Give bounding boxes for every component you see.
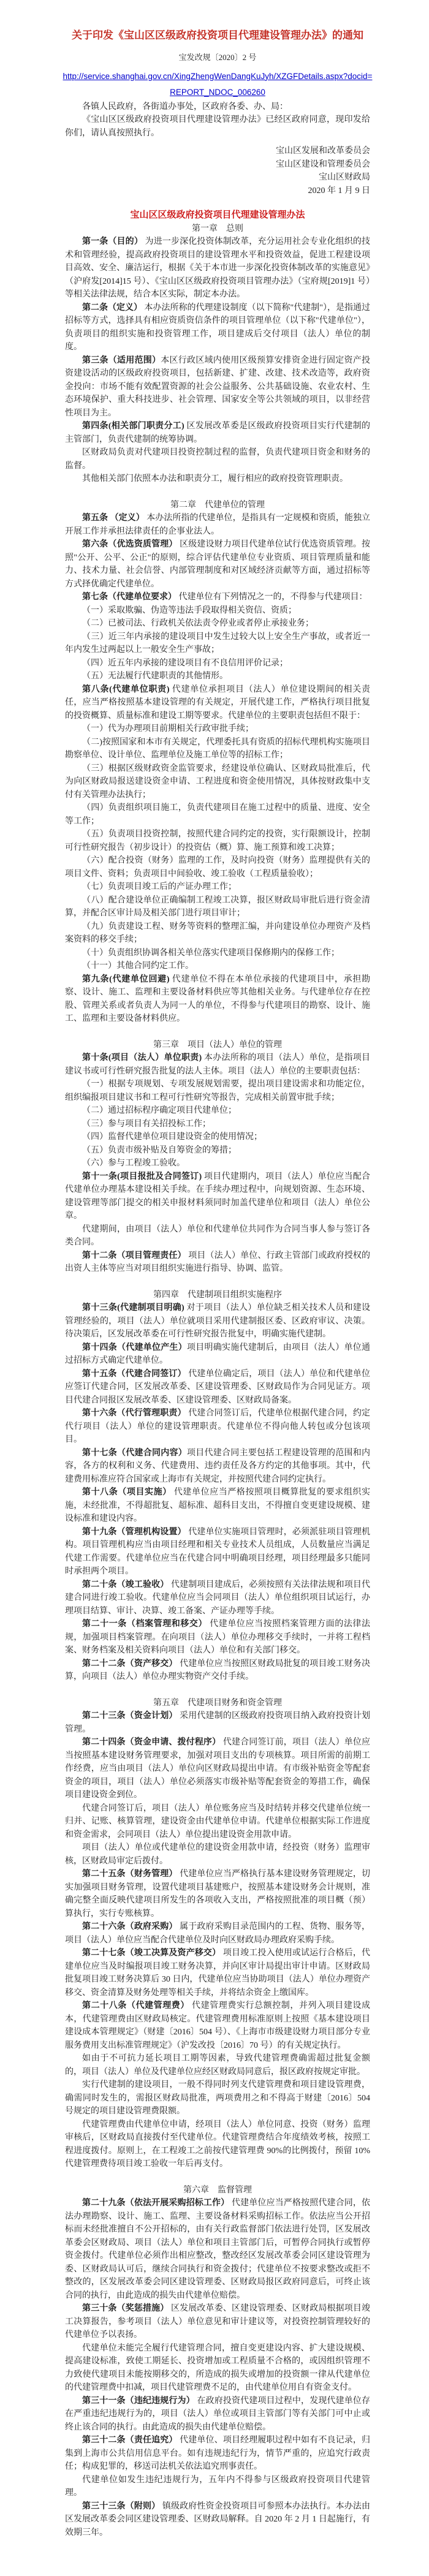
- article-paragraph: 代建合同签订后，项目（法人）单位账务应当及时结转并移交代建单位统一归并、记账、核算管理，建设资金由代建单位申请。代建单位根据实际工作进度和资金需求，会同项目（法人）单位提出建设资金用款申请。: [65, 1803, 370, 1839]
- article-paragraph: （三）根据区级财政资金监管要求，经建设单位确认、区财政局批准后，代为向区财政局报送建设资金申请、工程进度和资金使用情况，具体按财政集中支付有关管理办法执行；: [65, 763, 370, 800]
- article-paragraph: 第三十一条（违纪违规行为） 在政府投资代建项目过程中，发现代建单位存在严重违纪违规行为的，项目（法人）单位或项目主管部门等有关部门可中止或终止该合同的执行。由此造成的损失由代建单位赔偿。: [65, 2396, 371, 2432]
- article-paragraph: 第三条（适用范围）本区行政区域内使用区级预算安排资金进行固定资产投资建设活动的区级政府投资项目，包括新建、扩建、改建、技术改造等，政府资金投向：市场不能有效配置资源的社会公益服务、公共基础设施、农业农村、生态环境保护、重大科技进步、社会管理、国家安全等公共领域的项目，以非经营性项目为主。: [65, 355, 370, 418]
- article-lead: 第二十七条（竣工决算及资产移交）: [82, 1949, 221, 1958]
- article-paragraph: 代建期间，由项目（法人）单位和代建单位共同作为合同当事人参与签订各类合同。: [65, 1224, 370, 1247]
- article-lead: 第二十五条（财务管理）: [82, 1869, 178, 1879]
- article-paragraph: 第十一条(项目报批及合同签订) 项目代建期内，项目（法人）单位应当配合代建单位办理基本建设相关手续。在手续办理过程中，向规划资源、生态环境、建设管理等部门提交的相关申报材料须同时加盖代建单位和项目（法人）单位公章。: [65, 1172, 370, 1221]
- chapter-heading: 第三章 项目（法人）单位的管理: [153, 1040, 282, 1050]
- signature-lines: [65, 145, 370, 184]
- article-paragraph: （八）配合建设单位正确编制工程竣工决算，报区财政局审批后进行资金清算，并配合区审计局及相关部门进行项目审计；: [65, 895, 370, 918]
- salutation: 各镇人民政府，各街道办事处，区政府各委、办、局：: [82, 102, 288, 112]
- article-paragraph: 第十九条（管理机构设置） 代建单位实施项目管理时，必须派驻项目管理机构。项目管理机构应当由项目经理和相关专业技术人员组成，人员数量应当满足代建工作需要。代建单位应当在代建合同中明确项目经理，项目经理最多只能同时承担两个项目。: [65, 1527, 371, 1576]
- article-paragraph: 第三十条（奖惩措施） 区发展改革委、区建设管理委、区财政局根据项目竣工决算报告，参考项目（法人）单位意见和审计建议等，对投资控制管理较好的代建单位予以表扬。: [65, 2304, 371, 2339]
- article-lead: 第二十九条（依法开展采购招标工作）: [82, 2199, 230, 2208]
- article-paragraph: 第十二条（项目管理责任） 项目（法人）单位、行政主管部门或政府授权的出资人主体等应当对项目组织实施进行指导、协调、监管。: [65, 1251, 371, 1273]
- chapter-heading: 第五章 代建项目财务和资金管理: [153, 1698, 282, 1708]
- article-lead: 第四条(相关部门职责分工): [82, 422, 184, 431]
- article-paragraph: （三）近三年内承接的建设项目中发生过较大以上安全生产事故，或者近一年内发生过两起以上一般安全生产事故；: [65, 632, 370, 654]
- article-lead: 第十八条（项目实施）: [82, 1488, 172, 1497]
- article-lead: 第十三条(代建制项目明确): [82, 1303, 184, 1313]
- article-paragraph: 第三十二条（责任追究） 代建单位、项目经理履职过程中如有不良记录，归集到上海市公共信用信息平台。如有违规违纪行为，情节严重的，应追究行政责任；构成犯罪的，移送司法机关依法追究刑事责任。: [65, 2436, 370, 2471]
- article-paragraph: （四）监督代建单位项目建设资金的使用情况；: [82, 1132, 262, 1142]
- article-paragraph: 第二十九条（依法开展采购招标工作） 代建单位应当严格按照代建合同，依法办理勘察、设计、施工、监理、主要设备材料采购招标工作。依法应当公开招标而未经批准擅自不公开招标的，由有关行政监督部门依法进行处罚，区发展改革委会区财政局、项目（法人）单位和项目主管部门后，可暂停合同执行或暂停资金拨付。代建单位必须作出相应整改，整改经区发展改革委会同区建设管理为委、区财政局认可后，继续合同执行和资金拨付；代建单位不按要求整改或拒不整改的，区发展改革委会同区建设管理委、区财政局报区政府同意后，可终止该合同的执行，由此造成的损失由代建单位赔偿。: [65, 2199, 371, 2300]
- article-paragraph: 第二十四条（资金申请、拨付程序） 代建合同签订前，项目（法人）单位应当按照基本建设财务管理要求，加强对项目支出的专项核算。项目所需的前期工作经费，应当由项目（法人）单位向区财政局提出申请。有市级补贴资金等配套资金的项目，项目（法人）单位必须落实市级补贴等配套资金的筹措工作，确保项目建设资金到位。: [65, 1738, 371, 1800]
- article-paragraph: 第十四条（代建单位产生）项目明确实施代建制后，由项目（法人）单位通过招标方式确定代建单位。: [65, 1343, 370, 1365]
- article-lead: 第二十三条（资金计划）: [82, 1711, 178, 1721]
- article-lead: 第十条(项目（法人）单位职责): [82, 1053, 202, 1063]
- article-lead: 第三条（适用范围）: [82, 355, 161, 365]
- article-paragraph: 第十七条（代建合同内容）项目代建合同主要包括工程建设管理的范围和内容，各方的权利和义务、代建费用、违约责任及各方约定的其他事项。其中，代建费用标准应符合国家或上海市有关规定，并按照代建合同约定执行。: [65, 1448, 370, 1484]
- article-lead: 第二十六条（政府采购）: [82, 1922, 178, 1931]
- article-lead: 第七条（代建单位要求）: [82, 593, 177, 602]
- article-paragraph: （二）通过招标程序确定项目代建单位；: [82, 1106, 237, 1115]
- doc-number: 宝发改规〔2020〕2 号: [178, 53, 257, 62]
- article-paragraph: （二)按照国家和本市有关规定，代理委托具有资质的招标代理机构实施项目勘察单位、设计单位、监理单位及施工单位等的招标工作；: [65, 737, 370, 760]
- chapter-heading: 第二章 代建单位的管理: [170, 500, 265, 510]
- article-lead: 第八条(代建单位职责): [82, 684, 170, 694]
- article-paragraph: 第四条(相关部门职责分工) 区发展改革委是区级政府投资项目实行代建制的主管部门，负责代建制的统筹协调。: [65, 422, 371, 444]
- article-lead: 第六条（优选资质管理）: [82, 540, 178, 549]
- article-paragraph: 第十八条（项目实施） 代建单位应当严格按照项目概算批复的要求组织实施，未经批准，不得超批复、超标准、超科目支出，不得擅自变更建设规模、建设标准和建设内容。: [65, 1488, 370, 1523]
- article-paragraph: 代建单位未能完全履行代建管理合同，擅自变更建设内容、扩大建设规模、提高建设标准，致使工期延长、投资增加或工程质量不合格的，或因组织管理不力致使代建项目未能按期移交的，所造成的损失或增加的投资额一律从代建单位的代建管理费中扣减，项目代建管理费不足的，由代建单位用自有资金支付。: [65, 2343, 370, 2392]
- article-paragraph: （一）采取欺骗、伪造等违法手段取得相关资信、资质；: [82, 605, 297, 615]
- article-paragraph: （一）代为办理项目前期相关行政审批手续；: [82, 724, 254, 733]
- article-lead: 第十七条（代建合同内容）: [82, 1448, 187, 1458]
- article-paragraph: （五）无法履行代建职责的其他情形。: [82, 672, 228, 681]
- article-paragraph: 第二十一条（档案管理和移交） 代建单位应当按照档案管理方面的法律法规，加强项目档案管理。在向项目（法人）单位办理移交手续时，一并将工程档案、财务档案及相关资料向项目（法人）单位和有关部门移交。: [65, 1619, 370, 1655]
- chapter-heading: 第六章 监督管理: [183, 2185, 252, 2195]
- article-paragraph: 第二十五条（财务管理） 代建单位应当严格执行基本建设财务管理规定，切实加强项目财务管理，设置代建项目基建账户，按照基本建设财务会计规则，准确完整全面反映代建项目所发生的各项收入支出，严格按照批准的项目概（预）算执行，实行专账核算。: [65, 1869, 370, 1919]
- article-paragraph: 第二十八条（代建管理费） 代建管理费实行总额控制，并列入项目建设成本，代建管理费由区财政局核定。代建管理费用标准原则上按照《基本建设项目建设成本管理规定》（财建〔2016〕504 号）、《上海市市级建设财力项目部分专业服务费用支出标准管理规定》（沪发改投〔2016〕70 号）的有关规定执行。: [65, 2001, 370, 2050]
- article-paragraph: 项目（法人）单位或代建单位的建设资金用款申请，经投资（财务）监理审核，区财政局审定后拨付。: [65, 1843, 370, 1866]
- signature-line: 宝山区财政局: [319, 173, 370, 182]
- article-paragraph: 实行代建制的建设项目，一般不得同时列支代建管理费和项目建设管理费，确需同时发生的，需报区财政局批准，两项费用之和不得高于财建〔2016〕504 号规定的项目建设管理费限额。: [65, 2080, 370, 2116]
- article-lead: 第三十三条（附则）: [82, 2501, 161, 2511]
- article-paragraph: 第二十条（竣工验收） 代建制项目建成后，必须按照有关法律法规和项目代建合同进行竣工验收。代建单位应当会同项目（法人）单位组织项目试运行，办理项目结算、审计、决算、竣工备案、产证办理等手续。: [65, 1580, 371, 1616]
- article-lead: 第九条(代建单位回避): [82, 974, 170, 984]
- article-lead: 第二十四条（资金申请、拨付程序）: [82, 1738, 221, 1747]
- article-paragraph: 代建单位如发生违纪违规行为，五年内不得参与区级政府投资项目代建管理。: [65, 2475, 370, 2498]
- article-paragraph: （六）参与工程竣工验收。: [82, 1159, 185, 1168]
- intro-paragraph: 《宝山区区级政府投资项目代理建设管理办法》已经区政府同意，现印发给你们，请认真按照执行。: [65, 115, 370, 138]
- article-lead: 第三十二条（责任追究）: [82, 2436, 178, 2445]
- article-paragraph: （三）参与项目有关招投标工作；: [82, 1119, 211, 1129]
- article-paragraph: （六）配合投资（财务）监理的工作，及时向投资（财务）监理提供有关的项目文件、资料；负责项目中间验收、竣工验收（工程质量验收）；: [65, 856, 370, 879]
- article-lead: 第十一条(项目报批及合同签订): [82, 1172, 202, 1181]
- article-lead: 第十六条（代行管理职责）: [82, 1409, 186, 1418]
- article-lead: 第三十条（奖惩措施）: [82, 2304, 169, 2313]
- article-lead: 第二十一条（档案管理和移交）: [82, 1619, 208, 1629]
- article-paragraph: 如由于不可抗力延长项目工期等因素，导致代建管理费确需超过批复金额的，项目（法人）单位及代建单位应经区财政局同意后，报区政府按规定审批。: [65, 2054, 370, 2077]
- article-lead: 第一条（目的）: [82, 237, 143, 246]
- article-lead: 第二十条（竣工验收）: [82, 1580, 169, 1589]
- signature-line: 宝山区发展和改革委员会: [276, 146, 370, 156]
- article-lead: 第十四条（代建单位产生）: [82, 1343, 187, 1352]
- article-paragraph: （七）负责项目竣工后的产证办理工作；: [82, 882, 237, 892]
- article-lead: 第十九条（管理机构设置）: [82, 1527, 186, 1537]
- article-paragraph: 第二十七条（竣工决算及资产移交） 项目竣工投入使用或试运行合格后，代建单位应当及时编报项目竣工财务决算，并向区审计局提出审计申请。区财政局批复项目竣工财务决算后 30 日内，代建单位应当协助项目（法人）单位办理资产移交、资金清算及财务处理等相关手续，并将结余资金上缴国库。: [65, 1949, 371, 1998]
- article-paragraph: 第十条(项目（法人）单位职责) 本办法所称的项目（法人）单位，是指项目建议书或可行性研究报告批复的法人主体。项目（法人）单位的主要职责包括：: [65, 1053, 370, 1076]
- article-paragraph: 第六条（优选资质管理） 区级建设财力项目代建单位试行优选资质管理。按照"公开、公平、公正"的原则，综合评估代建单位专业资质、项目管理质量和能力、技术力量、社会信誉、内部管理制度和对区域经济贡献等方面，通过招标等方式择优确定代建单位。: [65, 540, 370, 589]
- article-paragraph: 第十三条(代建制项目明确) 对于项目（法人）单位缺乏相关技术人员和建设管理经验的，项目（法人）单位就项目采用代建制报区委、区政府审议、决策。待决策后，区发展改革委在可行性研究报告批复中，明确实施代建制。: [65, 1303, 371, 1339]
- article-lead: 第五条 （定义）: [82, 513, 145, 523]
- article-paragraph: 第七条（代建单位要求） 代建单位有下列情况之一的，不得参与代建项目：: [82, 593, 368, 602]
- article-paragraph: 第二十三条（资金计划） 采用代建制的区级政府投资项目纳入政府投资计划管理。: [65, 1711, 370, 1734]
- article-paragraph: 第九条(代建单位回避) 代建单位不得在本单位承接的代建项目中，承担勘察、设计、施工、监理和主要设备材料供应等其他相关业务。与代建单位存在控股、管理关系或者负责人为同一人的单位，不得参与代建项目的勘察、设计、施工、监理和主要设备材料供应。: [65, 974, 371, 1023]
- article-paragraph: 第二条（定义） 本办法所称的代理建设制度（以下简称"代建制"），是指通过招标等方式，选择具有相应资质资信条件的项目管理单位（以下称"代建单位"），负责项目的组织实施和投资管理工作，项目建成后交付项目（法人）单位的制度。: [65, 303, 370, 352]
- article-lead: 第十五条（代建合同签订）: [82, 1369, 186, 1379]
- article-paragraph: 第二十六条（政府采购） 属于政府采购目录范围内的工程、货物、服务等，项目（法人）单位应当配合代建单位及时向区财政局办理政府采购手续。: [65, 1922, 370, 1945]
- article-paragraph: （一）根据专项规划、专项发展规划需要，提出项目建设需求和功能定位，组织编报项目建议书和工程可行性研究等报告，完成相关前置审批手续；: [65, 1080, 370, 1102]
- article-lead: 第二十二条（资产移交）: [82, 1659, 178, 1669]
- article-lead: 第二条（定义）: [82, 303, 143, 313]
- article-lead: 第二十八条（代建管理费）: [82, 2001, 189, 2010]
- article-paragraph: 其他相关部门依照本办法和职责分工，履行相应的政府投资管理职责。: [82, 474, 348, 483]
- article-lead: 第三十一条（违纪违规行为）: [82, 2396, 195, 2406]
- article-paragraph: 第十五条（代建合同签订） 代建单位确定后，项目（法人）单位和代建单位应签订代建合同，区发展改革委、区建设管理委、区财政局作为合同见证方。项目代建合同报区发展改革委、区建设管理委、区财政局备案。: [65, 1369, 371, 1405]
- article-paragraph: （四）负责组织项目施工，负责代建项目在施工过程中的质量、进度、安全等工作；: [65, 803, 370, 826]
- chapter-heading: 第四章 代建制项目组织实施程序: [153, 1290, 282, 1300]
- issue-date: 2020 年 1 月 9 日: [308, 186, 370, 195]
- source-link[interactable]: http://service.shanghai.gov.cn/XingZhengWenDangKuJyh/XZGFDetails.aspx?docid=REPORT_NDOC_006260: [63, 71, 373, 97]
- article-paragraph: 第八条(代建单位职责) 代建单位承担项目（法人）单位建设期间的相关责任，应当严格按照基本建设管理的有关规定，开展代建工作，严格执行项目批复的投资概算、质量标准和建设工期等要求。代建单位的主要职责包括但不限于：: [65, 684, 371, 721]
- chapters: [65, 222, 370, 2540]
- article-paragraph: （五）负责项目投资控制，按照代建合同约定的投资，实行限额设计，控制可行性研究报告（初步设计）的投资估（概）算、施工预算和竣工决算；: [65, 830, 370, 852]
- regulation-title: 宝山区区级政府投资项目代理建设管理办法: [130, 210, 305, 220]
- article-paragraph: （十）负责组织协调各相关单位落实代建项目保修期内的保修工作；: [82, 948, 340, 958]
- article-paragraph: （四）近五年内承接的建设项目有不良信用评价记录；: [82, 658, 288, 668]
- article-lead: 第十二条（项目管理责任）: [82, 1251, 186, 1260]
- article-paragraph: 第三十三条（附则） 镇级政府性资金投资项目可参照本办法执行。本办法由区发展改革委会同区建设管理委、区财政局解释。自 2020 年 2 月 1 日起施行，有效期三年。: [65, 2501, 371, 2537]
- article-paragraph: 代建管理费由代建单位申请，经项目（法人）单位同意、投资（财务）监理审核后，区财政局直接拨付至代建单位。代建管理费结合年度绩效考核，按照工程进度拨付。原则上，在工程竣工之前按代建管理费 90%的比例拨付，预留 10%代建管理费待项目竣工验收一年后再支付。: [65, 2120, 370, 2169]
- article-paragraph: 第二十二条（资产移交） 代建单位应当按照区财政局批复的项目竣工财务决算，向项目（法人）单位办理实物资产交付手续。: [65, 1659, 370, 1681]
- article-paragraph: 第五条 （定义） 本办法所指的代建单位，是指具有一定规模和资质，能独立开展工作并承担法律责任的企事业法人。: [65, 513, 371, 536]
- chapter-heading: 第一章 总则: [192, 224, 243, 233]
- article-paragraph: （十一）其他合同约定工作。: [82, 961, 194, 971]
- article-paragraph: （九）负责建设工程、财务等资料的整理汇编，并向建设单位办理资产及档案资料的移交手续；: [65, 922, 370, 944]
- notice-title: 关于印发《宝山区区级政府投资项目代理建设管理办法》的通知: [72, 29, 363, 41]
- article-paragraph: 第一条（目的） 为进一步深化投资体制改革，充分运用社会专业化组织的技术和管理经验，提高政府投资项目的建设管理水平和投资效益，促进工程建设项目高效、安全、廉洁运行，根据《关于本市进一步深化投资体制改革的实施意见》（沪府发[2014]15 号）、《宝山区区级政府投资项目管理办法》（宝府规[2019]1 号）等相关法律法规，结合本区实际，制定本办法。: [65, 237, 371, 299]
- signature-line: 宝山区建设和管理委员会: [276, 159, 370, 169]
- article-paragraph: 第十六条（代行管理职责） 代建合同签订后，代建单位根据代建合同，约定代行项目（法人）单位的建设管理职责。代建单位不得向他人转包或分包该项目。: [65, 1409, 371, 1444]
- article-paragraph: （二）已被司法、行政机关依法责令停业或者停止承接业务；: [82, 619, 314, 628]
- signature-block: [65, 145, 370, 197]
- article-paragraph: 区财政局负责对代建项目投资控制过程的监督，负责代建项目资金和财务的监督。: [65, 448, 370, 471]
- article-paragraph: （五）负责市级补贴及自筹资金的筹措；: [82, 1145, 237, 1155]
